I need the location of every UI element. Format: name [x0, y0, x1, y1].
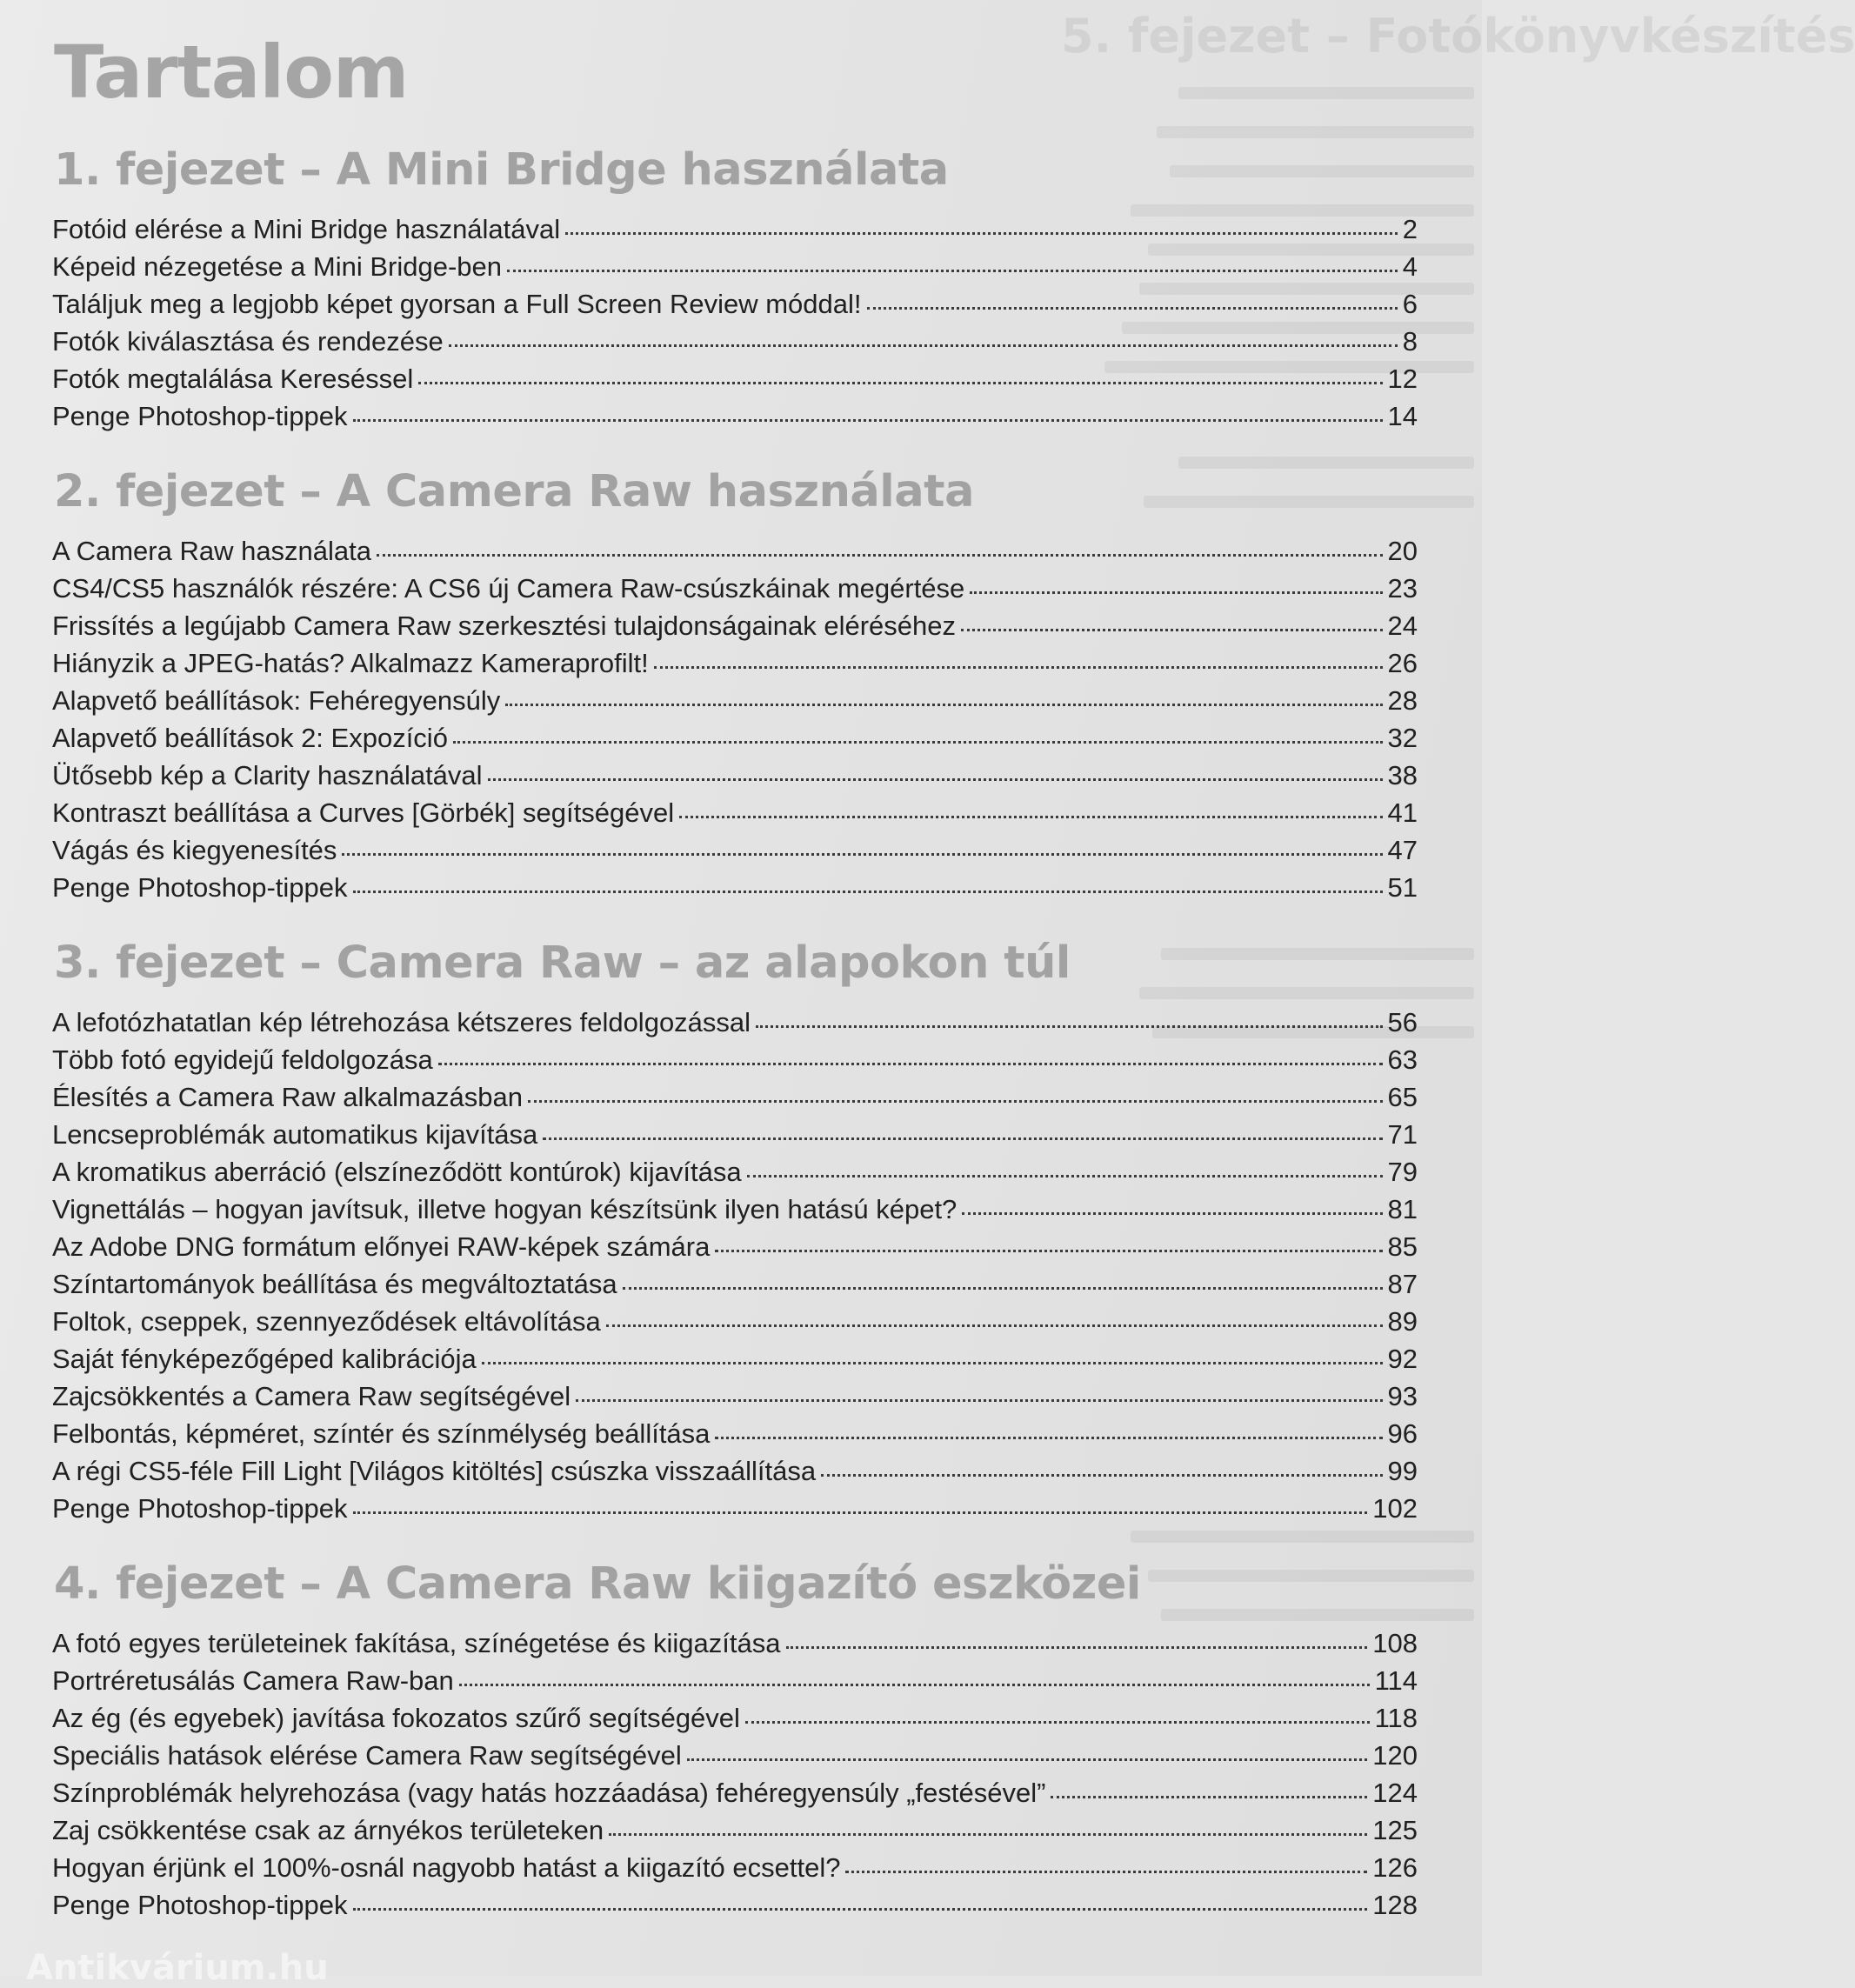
toc-entry	[52, 1662, 1418, 1699]
entry-title: CS4/CS5 használók részére: A CS6 új Camera Raw-csúszkáinak megértése	[52, 573, 965, 604]
page-number: 38	[1387, 760, 1418, 791]
dot-leader	[679, 815, 1382, 818]
dot-leader	[377, 553, 1382, 557]
dot-leader	[353, 1511, 1368, 1514]
entry-title: A Camera Raw használata	[52, 536, 372, 566]
dot-leader	[482, 1361, 1383, 1364]
chapter-title: 4. fejezet – A Camera Raw kiigazító eszközei	[54, 1558, 1141, 1610]
entry-title: Fotóid elérése a Mini Bridge használatával	[52, 214, 561, 244]
toc-entry	[52, 397, 1418, 435]
page-number: 120	[1372, 1740, 1418, 1771]
entry-title: Fotók megtalálása Kereséssel	[52, 364, 414, 394]
dot-leader	[353, 1907, 1368, 1911]
page-number: 2	[1402, 214, 1418, 244]
dot-leader	[786, 1645, 1368, 1649]
entry-title: A lefotózhatatlan kép létrehozása kétszeres feldolgozással	[52, 1007, 751, 1037]
entry-title: Lencseproblémák automatikus kijavítása	[52, 1119, 538, 1150]
toc-entry	[52, 1490, 1418, 1527]
entry-title: A régi CS5-féle Fill Light [Világos kitöltés] csúszka visszaállítása	[52, 1456, 817, 1486]
toc-entry	[52, 607, 1418, 644]
page-number: 128	[1372, 1890, 1418, 1920]
facing-page-line	[1157, 126, 1474, 138]
dot-leader	[453, 740, 1383, 744]
page-number: 28	[1387, 685, 1418, 716]
dot-leader	[821, 1473, 1382, 1477]
page-number: 118	[1374, 1703, 1418, 1733]
toc-entry	[52, 1041, 1418, 1078]
toc-entry	[52, 1849, 1418, 1886]
toc-entry	[52, 1452, 1418, 1490]
page-number: 47	[1387, 835, 1418, 865]
dot-leader	[576, 1398, 1382, 1402]
toc-entry	[52, 1153, 1418, 1191]
toc-entry	[52, 248, 1418, 285]
page-number: 89	[1387, 1306, 1418, 1337]
page-number: 51	[1387, 872, 1418, 903]
entry-title: Színtartományok beállítása és megváltoztatása	[52, 1269, 617, 1299]
entry-title: Vágás és kiegyenesítés	[52, 835, 337, 865]
toc-entry	[52, 1886, 1418, 1924]
toc-entry	[52, 1415, 1418, 1452]
entry-title: Alapvető beállítások: Fehéregyensúly	[52, 685, 501, 716]
entry-title: Vignettálás – hogyan javítsuk, illetve hogyan készítsünk ilyen hatású képet?	[52, 1194, 958, 1224]
toc-entry	[52, 285, 1418, 323]
entry-title: Frissítés a legújabb Camera Raw szerkesztési tulajdonságainak eléréséhez	[52, 610, 957, 641]
toc-entry	[52, 1811, 1418, 1849]
toc-entry	[52, 1265, 1418, 1303]
toc-entry	[52, 1191, 1418, 1228]
toc-entry	[52, 682, 1418, 719]
page-number: 6	[1402, 289, 1418, 319]
dot-leader	[488, 777, 1383, 781]
page-number: 4	[1402, 251, 1418, 282]
toc-entry	[52, 570, 1418, 607]
page-number: 41	[1387, 797, 1418, 828]
chapter-title: 3. fejezet – Camera Raw – az alapokon túl	[54, 937, 1071, 989]
dot-leader	[962, 1211, 1382, 1215]
chapter-section	[52, 461, 1418, 906]
entry-title: Penge Photoshop-tippek	[52, 1890, 348, 1920]
dot-leader	[606, 1324, 1383, 1327]
page-number: 65	[1387, 1082, 1418, 1112]
page-number: 26	[1387, 648, 1418, 678]
page-number: 23	[1387, 573, 1418, 604]
toc-entry	[52, 532, 1418, 570]
page-number: 14	[1387, 401, 1418, 431]
page-number: 124	[1372, 1778, 1418, 1808]
entry-title: Élesítés a Camera Raw alkalmazásban	[52, 1082, 524, 1112]
dot-leader	[845, 1870, 1367, 1873]
dot-leader	[715, 1249, 1382, 1252]
dot-leader	[342, 852, 1382, 856]
chapter-section	[52, 932, 1418, 1527]
toc-entry	[52, 869, 1418, 906]
entry-title: Ütősebb kép a Clarity használatával	[52, 760, 483, 791]
entry-title: Kontraszt beállítása a Curves [Görbék] segítségével	[52, 797, 675, 828]
chapter-section	[52, 1553, 1418, 1924]
toc-entry	[52, 719, 1418, 757]
toc-entry	[52, 1340, 1418, 1378]
dot-leader	[609, 1832, 1367, 1836]
dot-leader	[353, 418, 1383, 422]
page-number: 102	[1372, 1493, 1418, 1524]
dot-leader	[507, 269, 1398, 272]
entry-title: Az Adobe DNG formátum előnyei RAW-képek számára	[52, 1231, 711, 1262]
entry-title: Portréretusálás Camera Raw-ban	[52, 1665, 454, 1696]
chapter-title: 2. fejezet – A Camera Raw használata	[54, 466, 974, 517]
toc-entry	[52, 757, 1418, 794]
page-number: 85	[1387, 1231, 1418, 1262]
entry-title: A kromatikus aberráció (elszíneződött kontúrok) kijavítása	[52, 1157, 742, 1187]
toc-entry	[52, 794, 1418, 831]
entry-title: Hiányzik a JPEG-hatás? Alkalmazz Kameraprofilt!	[52, 648, 649, 678]
toc-entry	[52, 210, 1418, 248]
dot-leader	[459, 1683, 1370, 1686]
dot-leader	[961, 628, 1383, 631]
page-number: 56	[1387, 1007, 1418, 1037]
page-number: 126	[1372, 1852, 1418, 1883]
table-of-contents	[52, 139, 1418, 1950]
page-number: 92	[1387, 1344, 1418, 1374]
page-number: 125	[1372, 1815, 1418, 1845]
toc-entry	[52, 1116, 1418, 1153]
toc-entry	[52, 1737, 1418, 1774]
dot-leader	[715, 1436, 1382, 1439]
dot-leader	[438, 1062, 1383, 1065]
page-number: 81	[1387, 1194, 1418, 1224]
dot-leader	[747, 1174, 1383, 1177]
dot-leader	[505, 703, 1382, 706]
dot-leader	[565, 231, 1398, 235]
entry-title: Alapvető beállítások 2: Expozíció	[52, 723, 448, 753]
toc-entry	[52, 360, 1418, 397]
dot-leader	[418, 381, 1382, 384]
dot-leader	[867, 306, 1398, 310]
entry-title: Penge Photoshop-tippek	[52, 401, 348, 431]
entry-title: Penge Photoshop-tippek	[52, 872, 348, 903]
entry-title: Találjuk meg a legjobb képet gyorsan a Full Screen Review móddal!	[52, 289, 862, 319]
toc-entry	[52, 1228, 1418, 1265]
page-number: 12	[1387, 364, 1418, 394]
dot-leader	[756, 1024, 1382, 1028]
page-number: 114	[1374, 1665, 1418, 1696]
entry-title: Penge Photoshop-tippek	[52, 1493, 348, 1524]
dot-leader	[654, 665, 1383, 669]
facing-page-title: 5. fejezet – Fotókönyvkészítés	[1061, 9, 1855, 63]
entry-title: Hogyan érjünk el 100%-osnál nagyobb hatást a kiigazító ecsettel?	[52, 1852, 841, 1883]
toc-entry	[52, 1004, 1418, 1041]
chapter-title: 1. fejezet – A Mini Bridge használata	[54, 144, 949, 196]
page-number: 71	[1387, 1119, 1418, 1150]
page-number: 63	[1387, 1044, 1418, 1075]
page-number: 108	[1372, 1628, 1418, 1658]
page-number: 93	[1387, 1381, 1418, 1411]
toc-entry	[52, 831, 1418, 869]
page-number: 8	[1402, 326, 1418, 357]
toc-entry	[52, 1774, 1418, 1811]
page-number: 87	[1387, 1269, 1418, 1299]
page-number: 24	[1387, 610, 1418, 641]
watermark: Antikvárium.hu	[26, 1948, 329, 1988]
entry-title: Foltok, cseppek, szennyeződések eltávolítása	[52, 1306, 601, 1337]
entry-title: A fotó egyes területeinek fakítása, színégetése és kiigazítása	[52, 1628, 781, 1658]
dot-leader	[687, 1758, 1368, 1761]
page-number: 96	[1387, 1418, 1418, 1449]
entry-title: Saját fényképezőgéped kalibrációja	[52, 1344, 477, 1374]
dot-leader	[970, 590, 1382, 594]
dot-leader	[353, 890, 1383, 893]
toc-entry	[52, 1303, 1418, 1340]
entry-title: Az ég (és egyebek) javítása fokozatos szűrő segítségével	[52, 1703, 740, 1733]
entry-title: Felbontás, képméret, színtér és színmélység beállítása	[52, 1418, 711, 1449]
toc-entry	[52, 1378, 1418, 1415]
entry-title: Zaj csökkentése csak az árnyékos területeken	[52, 1815, 604, 1845]
dot-leader	[623, 1286, 1383, 1290]
entry-title: Több fotó egyidejű feldolgozása	[52, 1044, 433, 1075]
entry-title: Fotók kiválasztása és rendezése	[52, 326, 444, 357]
entry-title: Színproblémák helyrehozása (vagy hatás hozzáadása) fehéregyensúly „festésével”	[52, 1778, 1046, 1808]
entry-title: Zajcsökkentés a Camera Raw segítségével	[52, 1381, 571, 1411]
toc-entry	[52, 1078, 1418, 1116]
entry-title: Speciális hatások elérése Camera Raw segítségével	[52, 1740, 682, 1771]
dot-leader	[528, 1099, 1382, 1103]
page-number: 79	[1387, 1157, 1418, 1187]
toc-entry	[52, 323, 1418, 360]
entry-title: Képeid nézegetése a Mini Bridge-ben	[52, 251, 503, 282]
page-number: 99	[1387, 1456, 1418, 1486]
toc-entry	[52, 644, 1418, 682]
dot-leader	[543, 1137, 1382, 1140]
dot-leader	[745, 1720, 1370, 1724]
toc-entry	[52, 1699, 1418, 1737]
chapter-section	[52, 139, 1418, 435]
dot-leader	[1051, 1795, 1367, 1798]
facing-page-line	[1178, 87, 1474, 99]
dot-leader	[449, 344, 1398, 347]
toc-entry	[52, 1624, 1418, 1662]
page-number: 32	[1387, 723, 1418, 753]
page-title: Tartalom	[54, 30, 409, 115]
page-number: 20	[1387, 536, 1418, 566]
